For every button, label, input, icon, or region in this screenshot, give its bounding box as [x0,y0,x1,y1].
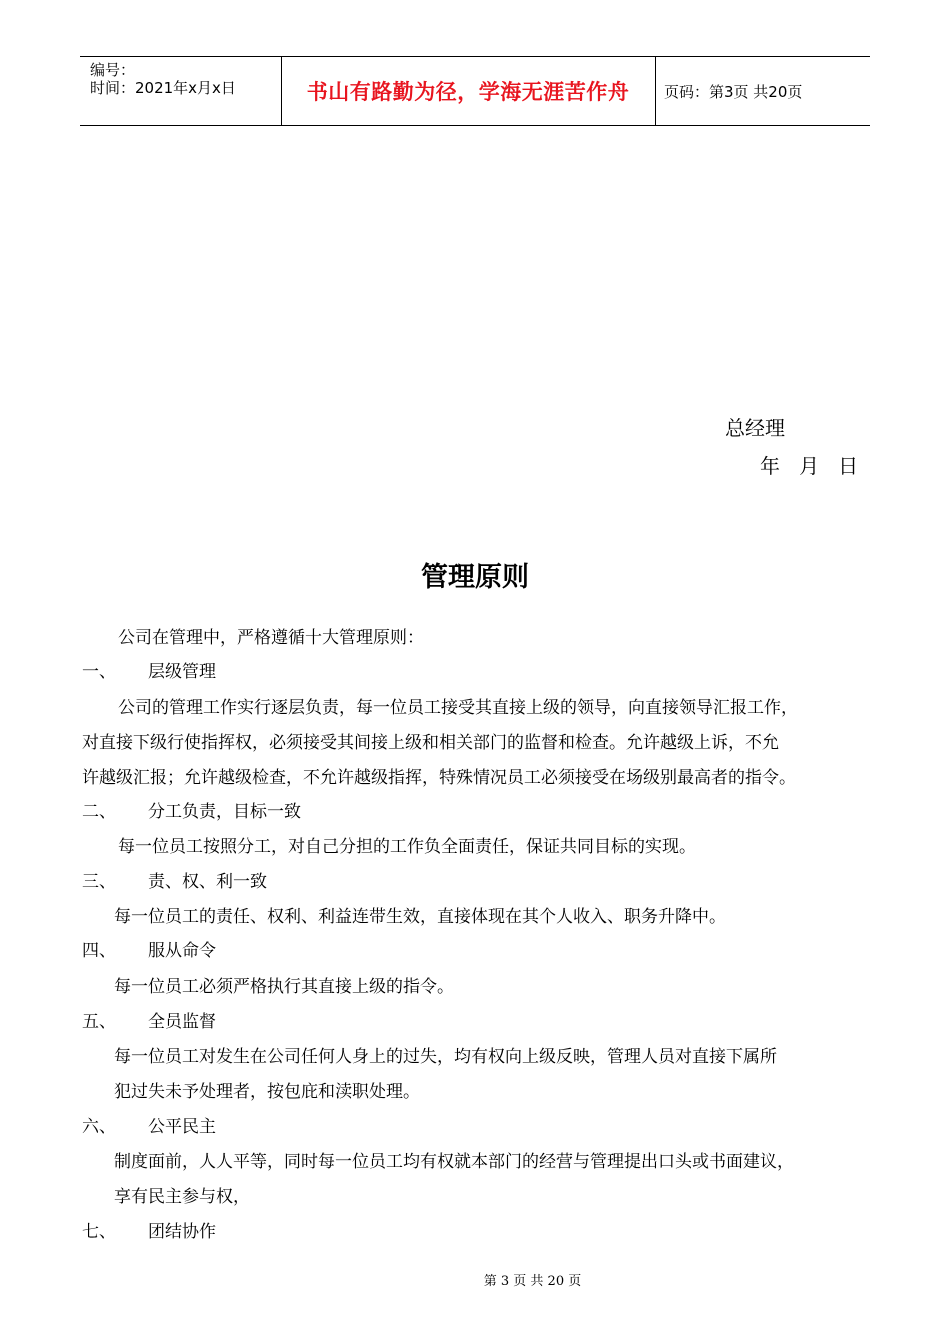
paragraph-line: 犯过失未予处理者，按包庇和渎职处理。 [114,1082,420,1102]
page-title: 管理原则 [421,562,529,593]
header-meta [90,61,236,97]
paragraph-line: 每一位员工必须严格执行其直接上级的指令。 [114,977,454,997]
paragraph-line: 每一位员工的责任、权利、利益连带生效，直接体现在其个人收入、职务升降中。 [114,907,726,927]
section-title: 责、权、利一致 [148,872,267,892]
paragraph-line: 制度面前，人人平等，同时每一位员工均有权就本部门的经营与管理提出口头或书面建议， [114,1152,794,1172]
intro-text: 公司在管理中，严格遵循十大管理原则： [118,628,424,648]
time-label: 时间：2021年x月x日 [90,79,236,97]
section-number: 五、 [82,1012,116,1032]
header-motto: 书山有路勤为径，学海无涯苦作舟 [306,79,630,104]
header-page-info: 页码：第3页 共20页 [664,82,803,101]
section-number: 七、 [82,1222,116,1242]
section-number: 六、 [82,1117,116,1137]
section-title: 服从命令 [148,941,216,961]
section-number: 一、 [82,662,116,682]
section-number: 二、 [82,802,116,822]
page-footer: 第 3 页 共 20 页 [483,1274,582,1289]
section-number: 四、 [82,941,116,961]
section-number: 三、 [82,872,116,892]
paragraph-line: 每一位员工对发生在公司任何人身上的过失，均有权向上级反映，管理人员对直接下属所 [114,1047,777,1067]
section-title: 层级管理 [148,662,216,682]
paragraph-line: 每一位员工按照分工，对自己分担的工作负全面责任，保证共同目标的实现。 [118,837,696,857]
header-divider [655,57,656,125]
paragraph-line: 对直接下级行使指挥权，必须接受其间接上级和相关部门的监督和检查。允许越级上诉，不允 [82,733,779,753]
paragraph-line: 许越级汇报；允许越级检查，不允许越级指挥，特殊情况员工必须接受在场级别最高者的指令。 [82,768,796,788]
code-label: 编号： [90,61,136,79]
section-title: 公平民主 [148,1117,216,1137]
paragraph-line: 公司的管理工作实行逐层负责，每一位员工接受其直接上级的领导，向直接领导汇报工作， [118,698,798,718]
paragraph-line: 享有民主参与权， [114,1187,250,1207]
section-title: 团结协作 [148,1222,216,1242]
document-header [80,56,870,126]
signature-date: 年 月 日 [760,454,859,478]
section-title: 分工负责，目标一致 [148,802,301,822]
signature-role: 总经理 [725,416,785,440]
section-title: 全员监督 [148,1012,216,1032]
